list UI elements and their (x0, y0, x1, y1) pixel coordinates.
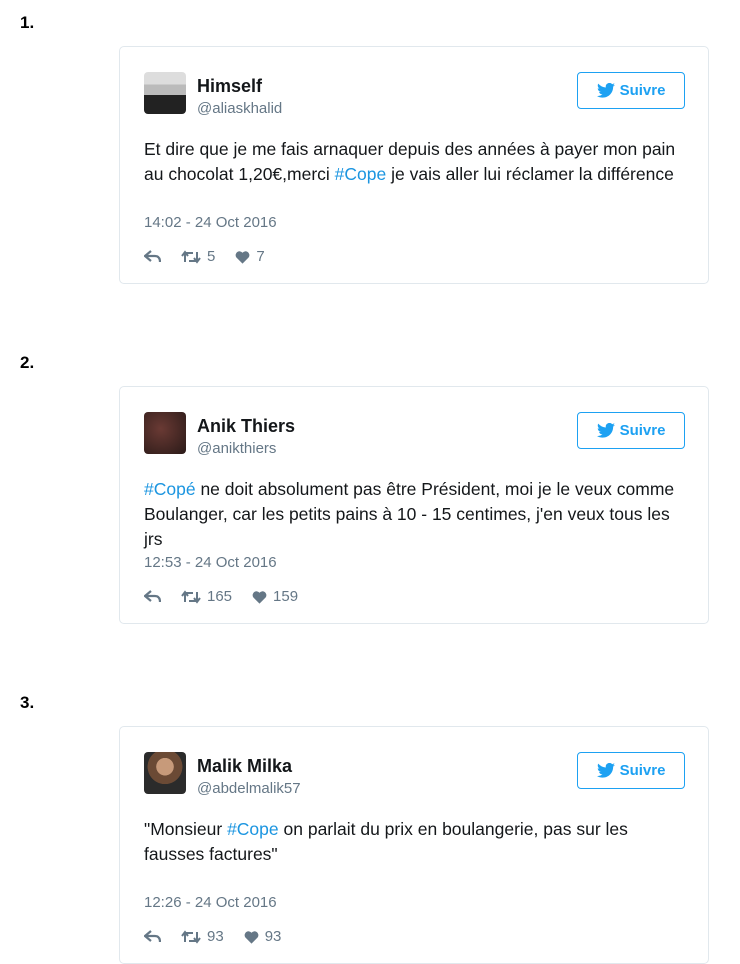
hashtag-link[interactable]: #Cope (227, 819, 279, 839)
retweet-button[interactable] (181, 248, 215, 265)
retweet-icon (181, 930, 201, 944)
tweet-rank: 1. (20, 13, 35, 32)
reply-button[interactable] (144, 930, 161, 943)
timestamp[interactable]: 14:02 - 24 Oct 2016 (144, 214, 277, 231)
retweet-count: 5 (207, 248, 216, 265)
tweet-text (144, 137, 689, 187)
heart-icon (244, 930, 259, 944)
tweet-card (119, 726, 709, 964)
text-before: Et dire que je me fais arnaquer depuis des années à payer mon pain au chocolat 1,20€,merci (144, 139, 676, 184)
user-handle[interactable]: @aliaskhalid (197, 100, 283, 117)
follow-button[interactable] (577, 72, 685, 109)
like-count: 159 (273, 588, 299, 605)
twitter-bird-icon (597, 83, 615, 98)
user-handle[interactable]: @abdelmalik57 (197, 780, 301, 797)
like-button[interactable] (252, 588, 298, 605)
like-count: 93 (264, 928, 282, 945)
retweet-count: 165 (207, 588, 233, 605)
hashtag-link[interactable]: #Cope (334, 164, 387, 184)
avatar[interactable] (144, 72, 186, 114)
tweet-actions (144, 248, 285, 265)
tweet-rank: 2. (20, 353, 35, 372)
heart-icon (235, 250, 250, 264)
tweet-card (119, 386, 709, 624)
reply-button[interactable] (144, 590, 161, 603)
user-name[interactable]: Himself (197, 76, 263, 96)
reply-icon (144, 930, 161, 943)
follow-button[interactable] (577, 412, 685, 449)
follow-label: Suivre (619, 82, 666, 99)
retweet-count: 93 (207, 928, 224, 945)
timestamp[interactable]: 12:26 - 24 Oct 2016 (144, 894, 277, 911)
twitter-bird-icon (597, 423, 615, 438)
like-button[interactable] (235, 248, 264, 265)
text-after: on parlait du prix en boulangerie, pas sur les fausses factures" (144, 819, 628, 864)
heart-icon (252, 590, 267, 604)
avatar[interactable] (144, 412, 186, 454)
twitter-bird-icon (597, 763, 615, 778)
user-name[interactable]: Anik Thiers (197, 416, 296, 436)
avatar[interactable] (144, 752, 186, 794)
retweet-icon (181, 590, 201, 604)
text-before: "Monsieur (144, 819, 228, 839)
tweet-card (119, 46, 709, 284)
tweet-text (144, 817, 689, 867)
retweet-button[interactable] (181, 588, 232, 605)
hashtag-link[interactable]: #Copé (144, 479, 196, 499)
timestamp[interactable]: 12:53 - 24 Oct 2016 (144, 554, 277, 571)
reply-button[interactable] (144, 250, 161, 263)
follow-button[interactable] (577, 752, 685, 789)
reply-icon (144, 590, 161, 603)
tweet-rank: 3. (20, 693, 35, 712)
follow-label: Suivre (619, 422, 666, 439)
retweet-icon (181, 250, 201, 264)
text-after: ne doit absolument pas être Président, moi je le veux comme Boulanger, car les petits pains à 10 - 15 centimes, j'en veux tous les jrs (144, 479, 675, 549)
like-count: 7 (256, 248, 265, 265)
text-after: je vais aller lui réclamer la différence (386, 164, 674, 184)
tweet-text (144, 477, 689, 552)
tweet-actions (144, 588, 318, 605)
reply-icon (144, 250, 161, 263)
user-name[interactable]: Malik Milka (197, 756, 293, 776)
follow-label: Suivre (619, 762, 666, 779)
user-handle[interactable]: @anikthiers (197, 440, 277, 457)
